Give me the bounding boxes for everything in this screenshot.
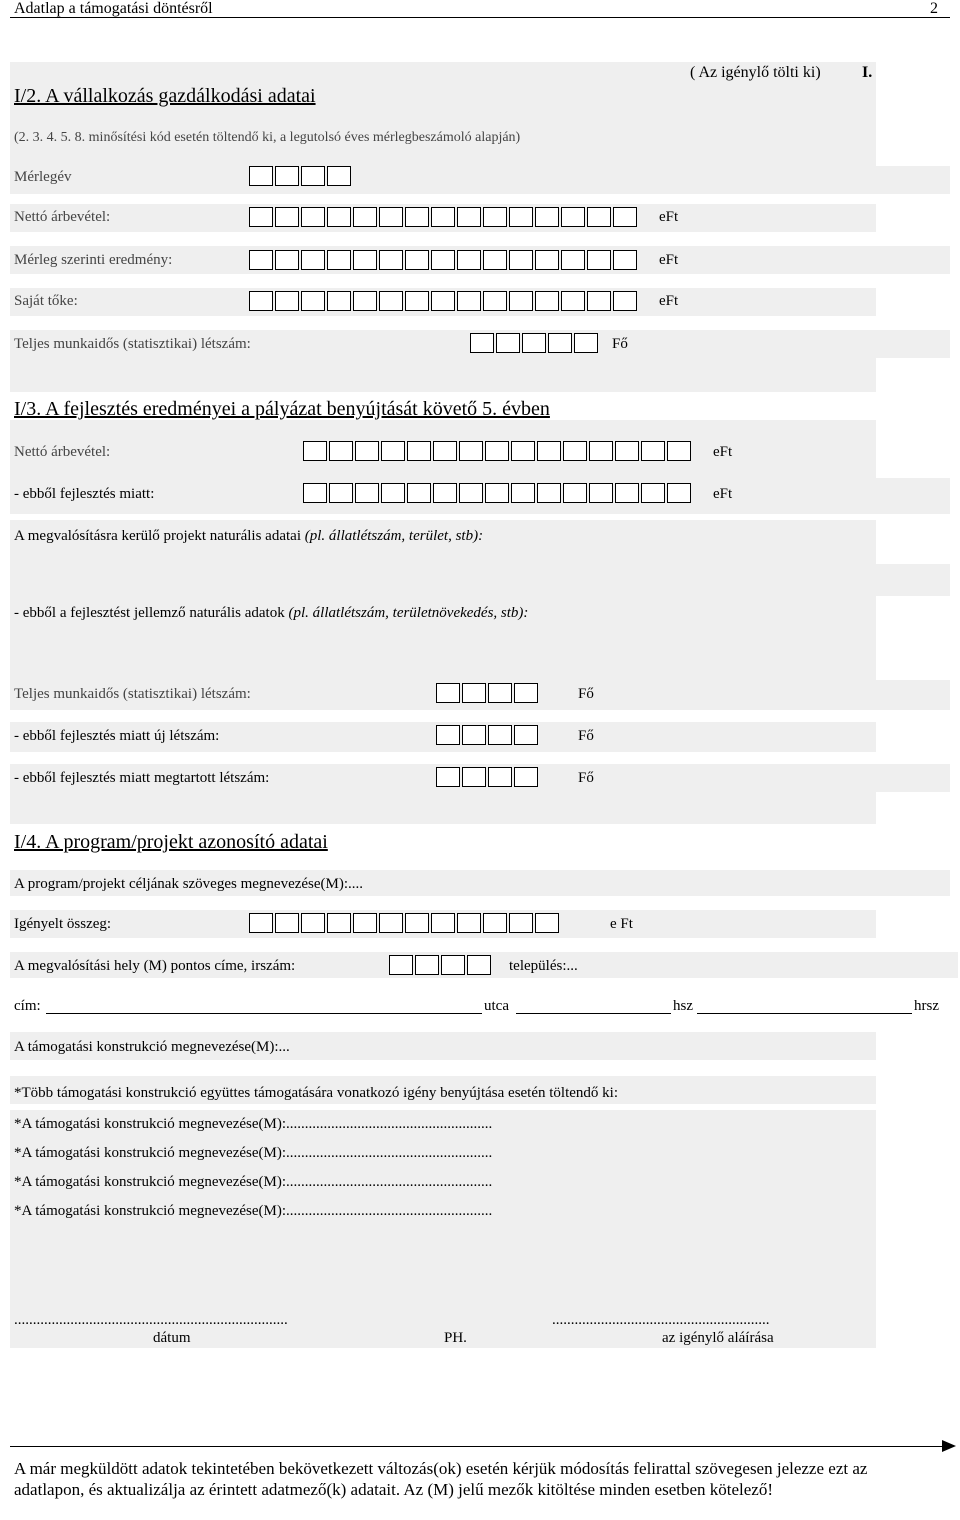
utca-line[interactable] (516, 1012, 671, 1014)
sajat-toke-label: Saját tőke: (14, 293, 78, 309)
datum-dots[interactable]: ......................................................................... (14, 1312, 288, 1328)
konstrukcio-star-2: *A támogatási konstrukció megnevezése(M):....................................................... (14, 1145, 493, 1161)
konstrukcio-star-4: *A támogatási konstrukció megnevezése(M):....................................................... (14, 1203, 493, 1219)
uj-letszam-boxes[interactable] (436, 725, 540, 745)
hsz-line[interactable] (697, 1012, 912, 1014)
merlegev-boxes[interactable] (249, 166, 353, 186)
footer-rule (10, 1446, 946, 1447)
header-rule (10, 17, 950, 18)
megtartott-label: - ebből fejlesztés miatt megtartott létszám: (14, 770, 270, 786)
konstrukcio-star-3: *A támogatási konstrukció megnevezése(M):....................................................... (14, 1174, 493, 1190)
celja-label: A program/projekt céljának szöveges megnevezése(M):.... (14, 876, 364, 892)
alairas-dots[interactable]: .......................................................... (552, 1312, 770, 1328)
letszam-unit: Fő (612, 336, 628, 352)
section-heading-i3: I/3. A fejlesztés eredményei a pályázat benyújtását követő 5. évben (14, 398, 550, 420)
footer-note: A már megküldött adatok tekintetében bekövetkezett változás(ok) esetén kérjük módosítás felirattal szövegesen jelezze ezt az adatlapon, és aktualizálja az érintett adatmező(k) adatait. Az (M) jelű mezők kitöltése minden esetben kötelező! (14, 1459, 868, 1499)
i3-ebbol-label: - ebből fejlesztés miatt: (14, 486, 155, 502)
irszam-boxes[interactable] (389, 955, 493, 975)
letszam-boxes[interactable] (470, 333, 600, 353)
alairas-label: az igénylő aláírása (662, 1330, 774, 1346)
igenyelt-label: Igényelt összeg: (14, 916, 112, 932)
netto-boxes[interactable] (249, 207, 639, 227)
page-number: 2 (930, 0, 938, 17)
sajat-toke-unit: eFt (659, 293, 679, 309)
row-band (10, 792, 876, 824)
part-roman-numeral: I. (862, 64, 873, 81)
i3-netto-label: Nettó árbevétel: (14, 444, 111, 460)
netto-label: Nettó árbevétel: (14, 209, 111, 225)
tobb-konstrukcio-note: *Több támogatási konstrukció együttes támogatására vonatkozó igény benyújtása esetén töltendő ki: (14, 1085, 619, 1101)
jellemzo-label: - ebből a fejlesztést jellemző naturális adatok (pl. állatlétszám, területnövekedés, stb): (14, 605, 529, 621)
igenyelt-unit: e Ft (610, 916, 633, 932)
cim-label: cím: (14, 998, 41, 1014)
konstrukcio-star-1: *A támogatási konstrukció megnevezése(M):....................................................... (14, 1116, 493, 1132)
i3-letszam-unit: Fő (578, 686, 594, 702)
megtartott-boxes[interactable] (436, 767, 540, 787)
igenyelt-boxes[interactable] (249, 913, 561, 933)
merleg-eredmeny-label: Mérleg szerinti eredmény: (14, 252, 173, 268)
cim-line[interactable] (46, 1012, 482, 1014)
page-header-title: Adatlap a támogatási döntésről (14, 0, 213, 17)
netto-unit: eFt (659, 209, 679, 225)
hrsz-label: hrsz (914, 998, 939, 1014)
telepules-label: település:... (509, 958, 578, 974)
i3-ebbol-boxes[interactable] (303, 483, 693, 503)
megtartott-unit: Fő (578, 770, 594, 786)
i3-letszam-boxes[interactable] (436, 683, 540, 703)
uj-letszam-label: - ebből fejlesztés miatt új létszám: (14, 728, 220, 744)
row-band (10, 564, 950, 596)
uj-letszam-unit: Fő (578, 728, 594, 744)
naturalis-label: A megvalósításra kerülő projekt naturális adatai (pl. állatlétszám, terület, stb): (14, 528, 484, 544)
merlegev-label: Mérlegév (14, 169, 72, 185)
section-heading-i4: I/4. A program/projekt azonosító adatai (14, 831, 328, 853)
filled-by-note: ( Az igénylő tölti ki) (690, 64, 821, 81)
merleg-eredmeny-unit: eFt (659, 252, 679, 268)
hsz-label: hsz (673, 998, 693, 1014)
section-note-i2: (2. 3. 4. 5. 8. minősítési kód esetén töltendő ki, a legutolsó éves mérlegbeszámoló alapján) (14, 130, 521, 145)
section-heading-i2: I/2. A vállalkozás gazdálkodási adatai (14, 85, 316, 107)
hely-label: A megvalósítási hely (M) pontos címe, irszám: (14, 958, 296, 974)
row-band (10, 358, 876, 392)
letszam-label: Teljes munkaidős (statisztikai) létszám: (14, 336, 251, 352)
utca-label: utca (484, 998, 509, 1014)
i3-netto-unit: eFt (713, 444, 733, 460)
konstrukcio-label: A támogatási konstrukció megnevezése(M):... (14, 1039, 290, 1055)
i3-letszam-label: Teljes munkaidős (statisztikai) létszám: (14, 686, 251, 702)
arrow-icon (942, 1440, 956, 1452)
row-band (10, 166, 950, 194)
i3-netto-boxes[interactable] (303, 441, 693, 461)
ph-label: PH. (444, 1330, 467, 1346)
i3-ebbol-unit: eFt (713, 486, 733, 502)
merleg-eredmeny-boxes[interactable] (249, 250, 639, 270)
datum-label: dátum (153, 1330, 191, 1346)
sajat-toke-boxes[interactable] (249, 291, 639, 311)
